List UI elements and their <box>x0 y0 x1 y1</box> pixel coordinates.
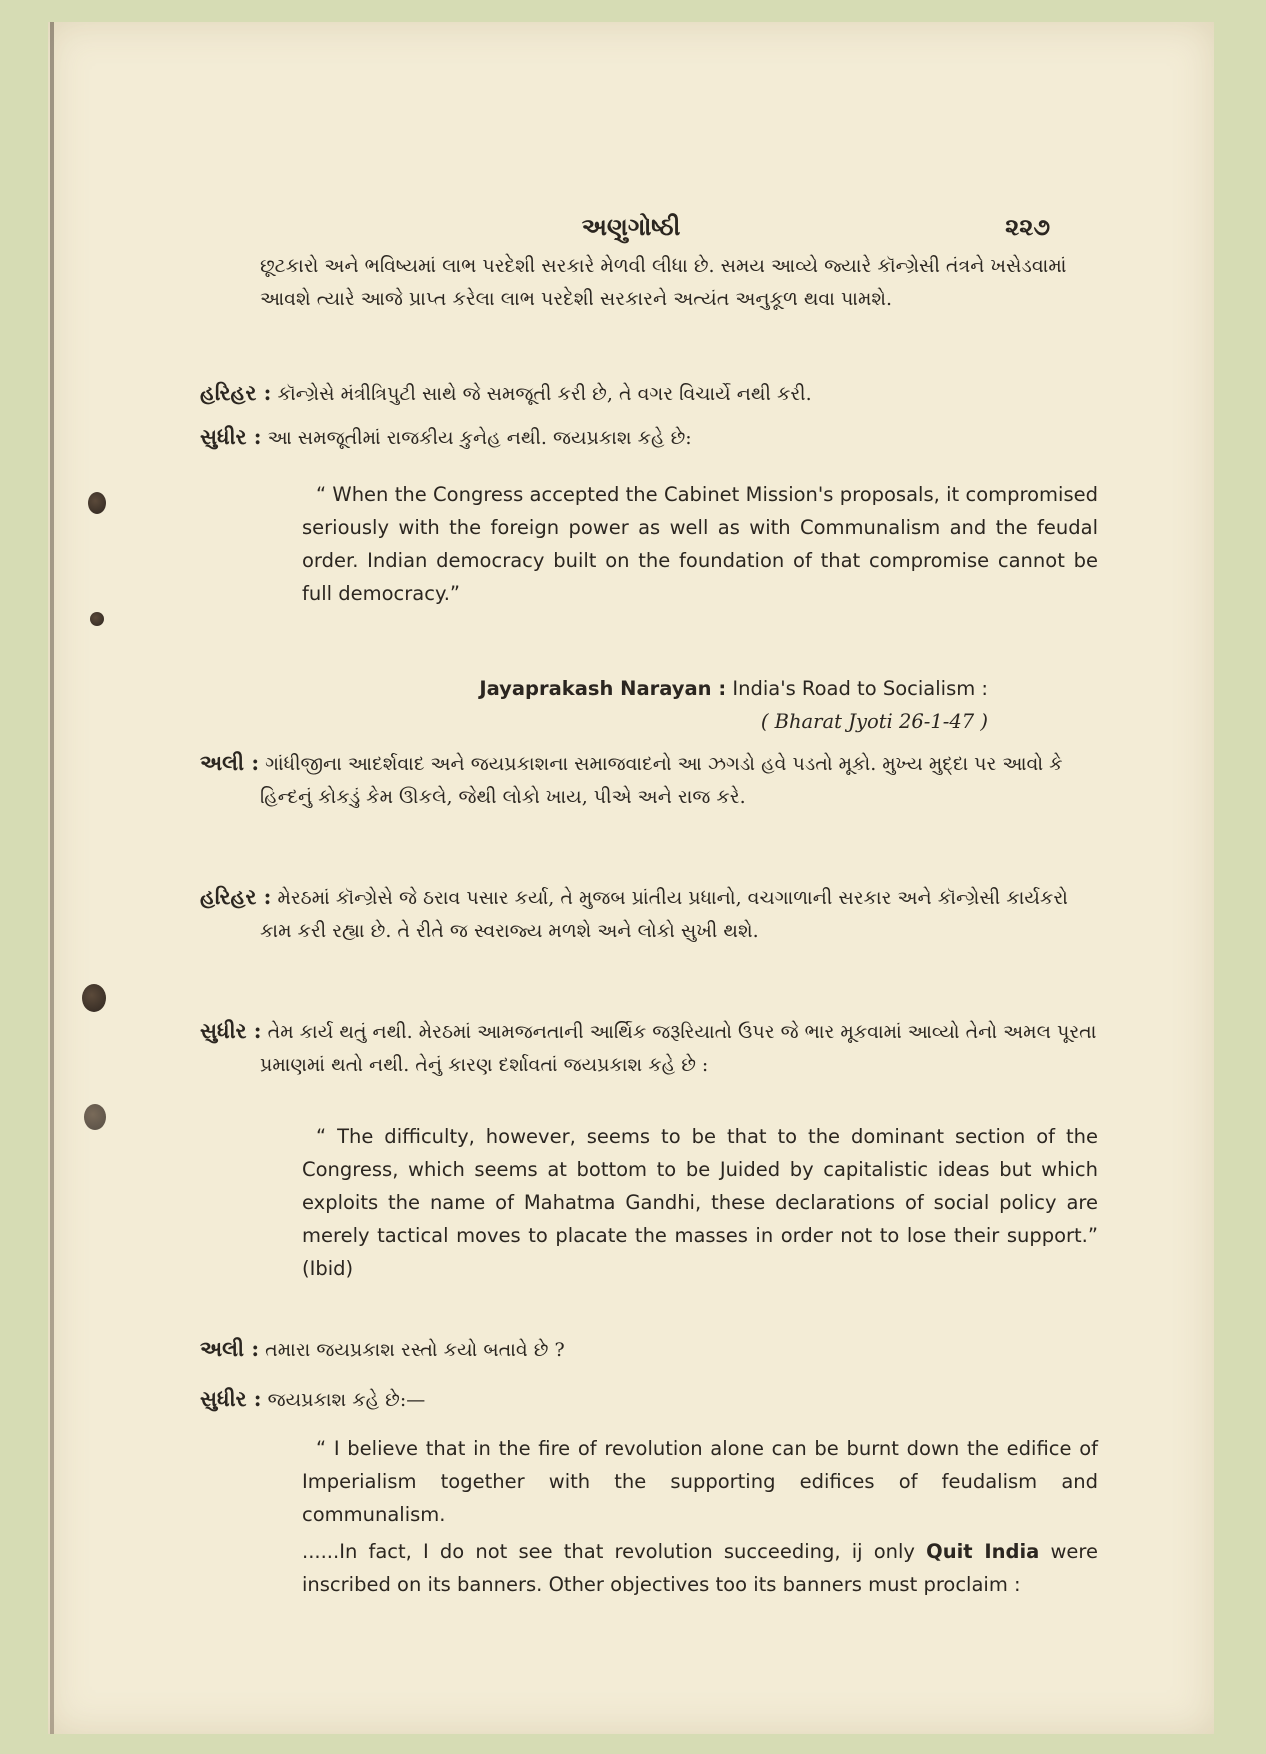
quote-emphasis: Quit India <box>926 1540 1040 1563</box>
speaker-name: સુધીર : <box>200 1018 262 1043</box>
english-quote <box>302 478 1098 614</box>
dialogue-line <box>200 1332 1098 1367</box>
citation-source: ( Bharat Jyoti 26-1-47 ) <box>760 710 988 733</box>
quote-text: “ I believe that in the fire of revolution alone can be burnt down the edifice of Imperialism together with the supporting edifices of feudalism and communalism. <box>302 1437 1098 1526</box>
page-number: ૨૨૭ <box>1005 212 1050 241</box>
quote-text <box>302 1535 1098 1601</box>
page-binding-edge <box>50 22 54 1734</box>
quote-text: “ The difficulty, however, seems to be that to the dominant section of the Congress, which seems at bottom to be Juided by capitalistic ideas but which exploits the name of Mahatma Gandhi, these declarations of social policy are merely tactical moves to placate the masses in order not to lose their support.” (Ibid) <box>302 1125 1098 1280</box>
speaker-name: હરિહર : <box>200 380 272 405</box>
page-header <box>48 212 1214 242</box>
dialogue-line <box>200 1014 1098 1082</box>
binding-hole-mark <box>84 1104 106 1130</box>
quote-text: “ When the Congress accepted the Cabinet Mission's proposals, it compromised seriously with the foreign power as well as with Communalism and the feudal order. Indian democracy built on the foundation of that compromise cannot be full democracy.” <box>302 483 1098 605</box>
dialogue-line <box>200 1382 1098 1417</box>
citation <box>479 672 988 738</box>
dialogue-text: આ સમજૂતીમાં રાજકીય કુનેહ નથી. જયપ્રકાશ કહે છે: <box>267 427 692 449</box>
dialogue-text: તમારા જયપ્રકાશ રસ્તો કયો બતાવે છે ? <box>265 1339 565 1361</box>
binding-hole-mark <box>88 492 106 514</box>
english-quote <box>302 1120 1098 1289</box>
dialogue-text: કૉન્ગ્રેસે મંત્રીત્રિપુટી સાથે જે સમજૂતી કરી છે, તે વગર વિચાર્યે નથી કરી. <box>277 383 812 405</box>
citation-work: India's Road to Socialism : <box>732 677 988 700</box>
binding-hole-mark <box>90 612 104 626</box>
speaker-name: સુધીર : <box>200 424 262 449</box>
dialogue-text: જયપ્રકાશ કહે છે:— <box>267 1389 426 1411</box>
speaker-name: હરિહર : <box>200 884 272 909</box>
dialogue-line <box>200 880 1098 948</box>
speaker-name: સુધીર : <box>200 1386 262 1411</box>
quote-text-part: were inscribed on its banners. Other objectives too its banners must proclaim : <box>302 1540 1099 1596</box>
dialogue-text: મેરઠમાં કૉન્ગ્રેસે જે ઠરાવ પસાર કર્યા, તે મુજબ પ્રાંતીય પ્રધાનો, વચગાળાની સરકાર અને કૉન્ગ્રેસી કાર્યકરો કામ કરી રહ્યા છે. તે રીતે જ સ્વરાજ્ય મળશે અને લોકો સુખી થશે. <box>260 887 1068 942</box>
running-title: અણુગોષ્ઠી <box>581 212 681 241</box>
dialogue-line <box>200 746 1098 814</box>
intro-paragraph: છૂટકારો અને ભવિષ્યમાં લાભ પરદેશી સરકારે મેળવી લીધા છે. સમય આવ્યે જ્યારે કૉન્ગ્રેસી તંત્રને ખસેડવામાં આવશે ત્યારે આજે પ્રાપ્ત કરેલા લાભ પરદેશી સરકારને અત્યંત અનુકૂળ થવા પામશે. <box>260 255 1067 310</box>
english-quote <box>302 1432 1098 1605</box>
speaker-name: અલી : <box>200 1336 260 1361</box>
book-page <box>48 22 1214 1734</box>
dialogue-text: ગાંધીજીના આદર્શવાદ અને જયપ્રકાશના સમાજવાદનો આ ઝગડો હવે પડતો મૂકો. મુખ્ય મુદ્દા પર આવો કે હિન્દનું કોકડું કેમ ઊકલે, જેથી લોકો ખાય, પીએ અને રાજ કરે. <box>260 753 1063 808</box>
citation-author: Jayaprakash Narayan : <box>479 677 727 700</box>
dialogue-text: તેમ કાર્ય થતું નથી. મેરઠમાં આમજનતાની આર્થિક જરૂરિયાતો ઉપર જે ભાર મૂકવામાં આવ્યો તેનો અમલ પૂરતા પ્રમાણમાં થતો નથી. તેનું કારણ દર્શાવતાં જયપ્રકાશ કહે છે : <box>260 1021 1097 1076</box>
quote-text-part: ......In fact, I do not see that revolution succeeding, ij only <box>302 1540 915 1563</box>
speaker-name: અલી : <box>200 750 260 775</box>
dialogue-line <box>200 376 1098 411</box>
dialogue-line <box>200 420 1098 455</box>
binding-hole-mark <box>82 984 106 1012</box>
